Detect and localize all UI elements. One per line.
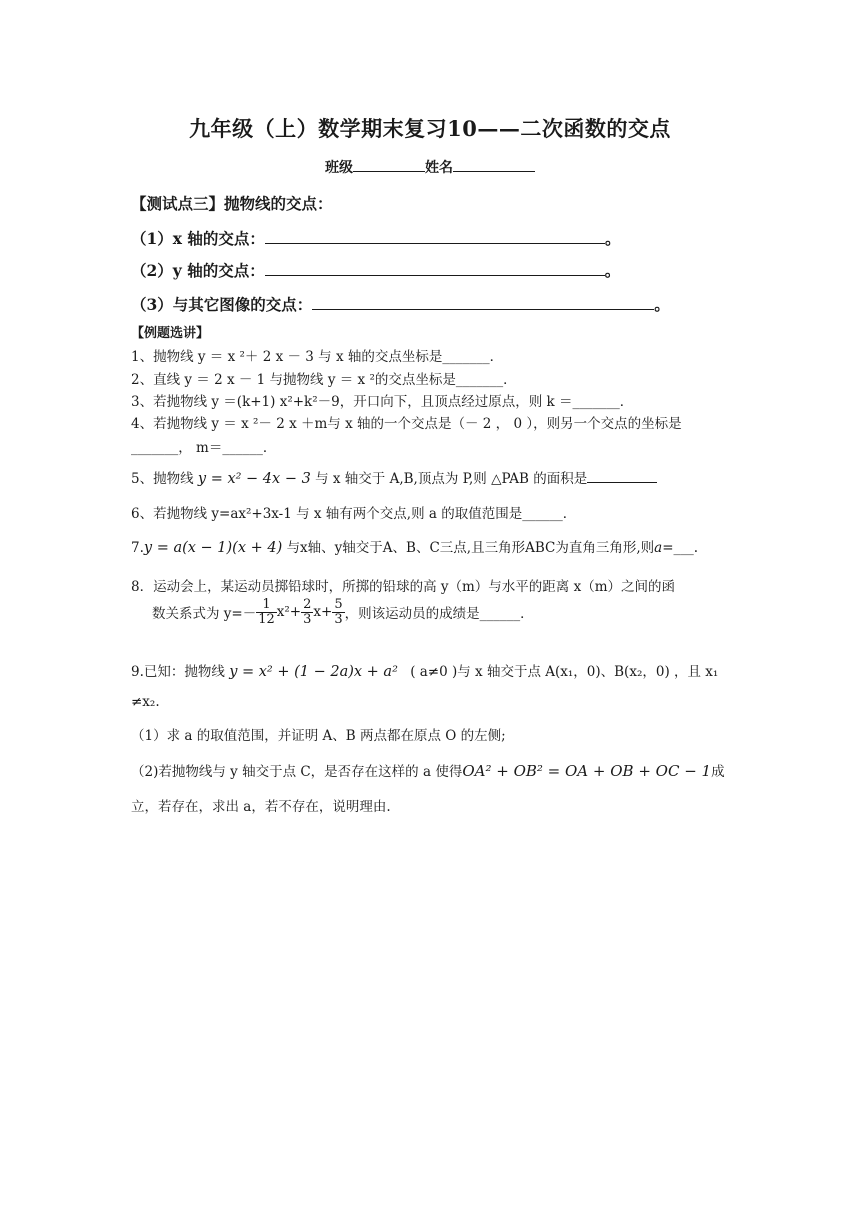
- question-9-part-2-formula: OA² + OB² = OA + OB + OC − 1: [462, 762, 712, 780]
- answer-blank[interactable]: [265, 243, 605, 244]
- section-item-label: （1）x 轴的交点：: [131, 229, 265, 248]
- question-7-formula: y = a(x − 1)(x + 4): [143, 540, 283, 556]
- question-5-prefix: 5、抛物线: [131, 471, 194, 487]
- question-8-line-1: 8．运动会上，某运动员掷铅球时，所掷的铅球的高 y（m）与水平的距离 x（m）之间的函: [131, 579, 676, 595]
- fraction-denominator: 12: [258, 611, 275, 627]
- section-item-label: （3）与其它图像的交点：: [131, 295, 313, 314]
- student-info: [0, 157, 860, 177]
- section-item-end: 。: [654, 295, 670, 314]
- class-blank[interactable]: [353, 171, 425, 172]
- name-blank[interactable]: [453, 171, 535, 172]
- section-item-2: [131, 259, 620, 281]
- section-heading: 【测试点三】抛物线的交点：: [131, 194, 333, 213]
- question-7-end: =___.: [662, 540, 699, 556]
- fraction-5-3: [332, 598, 344, 626]
- question-8-line-2: [152, 598, 534, 626]
- question-5-formula: y = x² − 4x − 3: [197, 471, 311, 487]
- examples-heading: 【例题选讲】: [131, 326, 210, 341]
- question-8-mid-1: x²+: [276, 604, 302, 621]
- question-9-condition: ( a≠0 )与 x 轴交于点 A(x₁，0)、B(x₂，0) ，且 x₁: [410, 664, 719, 680]
- fraction-numerator: 2: [303, 597, 312, 612]
- fraction-2-3: [301, 598, 313, 626]
- question-9-part-2-line-2: 立，若存在，求出 a，若不存在，说明理由.: [131, 799, 391, 815]
- section-item-1: [131, 227, 620, 249]
- question-8-suffix: ，则该运动员的成绩是______．: [344, 606, 534, 623]
- question-2: 2、直线 y ＝ 2 x － 1 与抛物线 y ＝ x ²的交点坐标是_______．: [131, 372, 517, 388]
- fraction-denominator: 3: [334, 611, 343, 627]
- answer-blank[interactable]: [312, 309, 654, 310]
- question-9-part-2: [131, 760, 725, 780]
- section-item-3: [131, 293, 670, 315]
- fraction-1-12: [256, 598, 277, 626]
- fraction-numerator: 1: [256, 598, 277, 613]
- question-7-suffix: 与x轴、y轴交于A、B、C三点,且三角形ABC为直角三角形,则: [286, 540, 655, 556]
- question-1: 1、抛物线 y ＝ x ²＋ 2 x － 3 与 x 轴的交点坐标是_______．: [131, 349, 504, 365]
- question-7-var: a: [654, 540, 663, 556]
- question-9-part-1: （1）求 a 的取值范围，并证明 A、B 两点都在原点 O 的左侧;: [131, 728, 506, 744]
- section-item-end: 。: [604, 261, 621, 280]
- question-8-prefix: 数关系式为 y=－: [152, 606, 257, 623]
- question-9-line-2: ≠x₂.: [131, 694, 160, 710]
- question-9-line-1: [131, 660, 718, 680]
- question-4-line-2: _______， m＝______．: [131, 440, 277, 456]
- section-item-label: （2）y 轴的交点：: [131, 261, 265, 280]
- class-label: 班级: [325, 160, 353, 176]
- question-5-suffix: 与 x 轴交于 A,B,顶点为 P,则 △PAB 的面积是: [315, 471, 588, 487]
- answer-blank[interactable]: [587, 482, 657, 483]
- question-6: 6、若抛物线 y=ax²+3x-1 与 x 轴有两个交点,则 a 的取值范围是______．: [131, 506, 577, 522]
- fraction-denominator: 3: [303, 611, 312, 627]
- question-9-part-2-prefix: （2)若抛物线与 y 轴交于点 C，是否存在这样的 a 使得: [131, 764, 463, 780]
- section-item-end: 。: [604, 229, 621, 248]
- fraction-numerator: 5: [334, 597, 343, 612]
- name-label: 姓名: [425, 160, 453, 176]
- question-3: 3、若抛物线 y ＝(k+1) x²+k²－9，开口向下，且顶点经过原点，则 k ＝_______．: [131, 394, 634, 410]
- question-9-prefix: 9.已知：抛物线: [131, 664, 225, 680]
- question-9-formula: y = x² + (1 − 2a)x + a²: [229, 664, 398, 680]
- question-7: [131, 536, 698, 556]
- question-8-mid-2: x+: [313, 604, 333, 621]
- question-4-line-1: 4、若抛物线 y ＝ x ²－ 2 x ＋m与 x 轴的一个交点是（－ 2 ， 0 ），则另一个交点的坐标是: [131, 416, 682, 432]
- question-9-part-2-suffix: 成: [711, 764, 725, 780]
- page-title: 九年级（上）数学期末复习10——二次函数的交点: [189, 116, 671, 141]
- question-7-prefix: 7.: [131, 540, 144, 556]
- answer-blank[interactable]: [265, 275, 605, 276]
- question-5: [131, 467, 657, 487]
